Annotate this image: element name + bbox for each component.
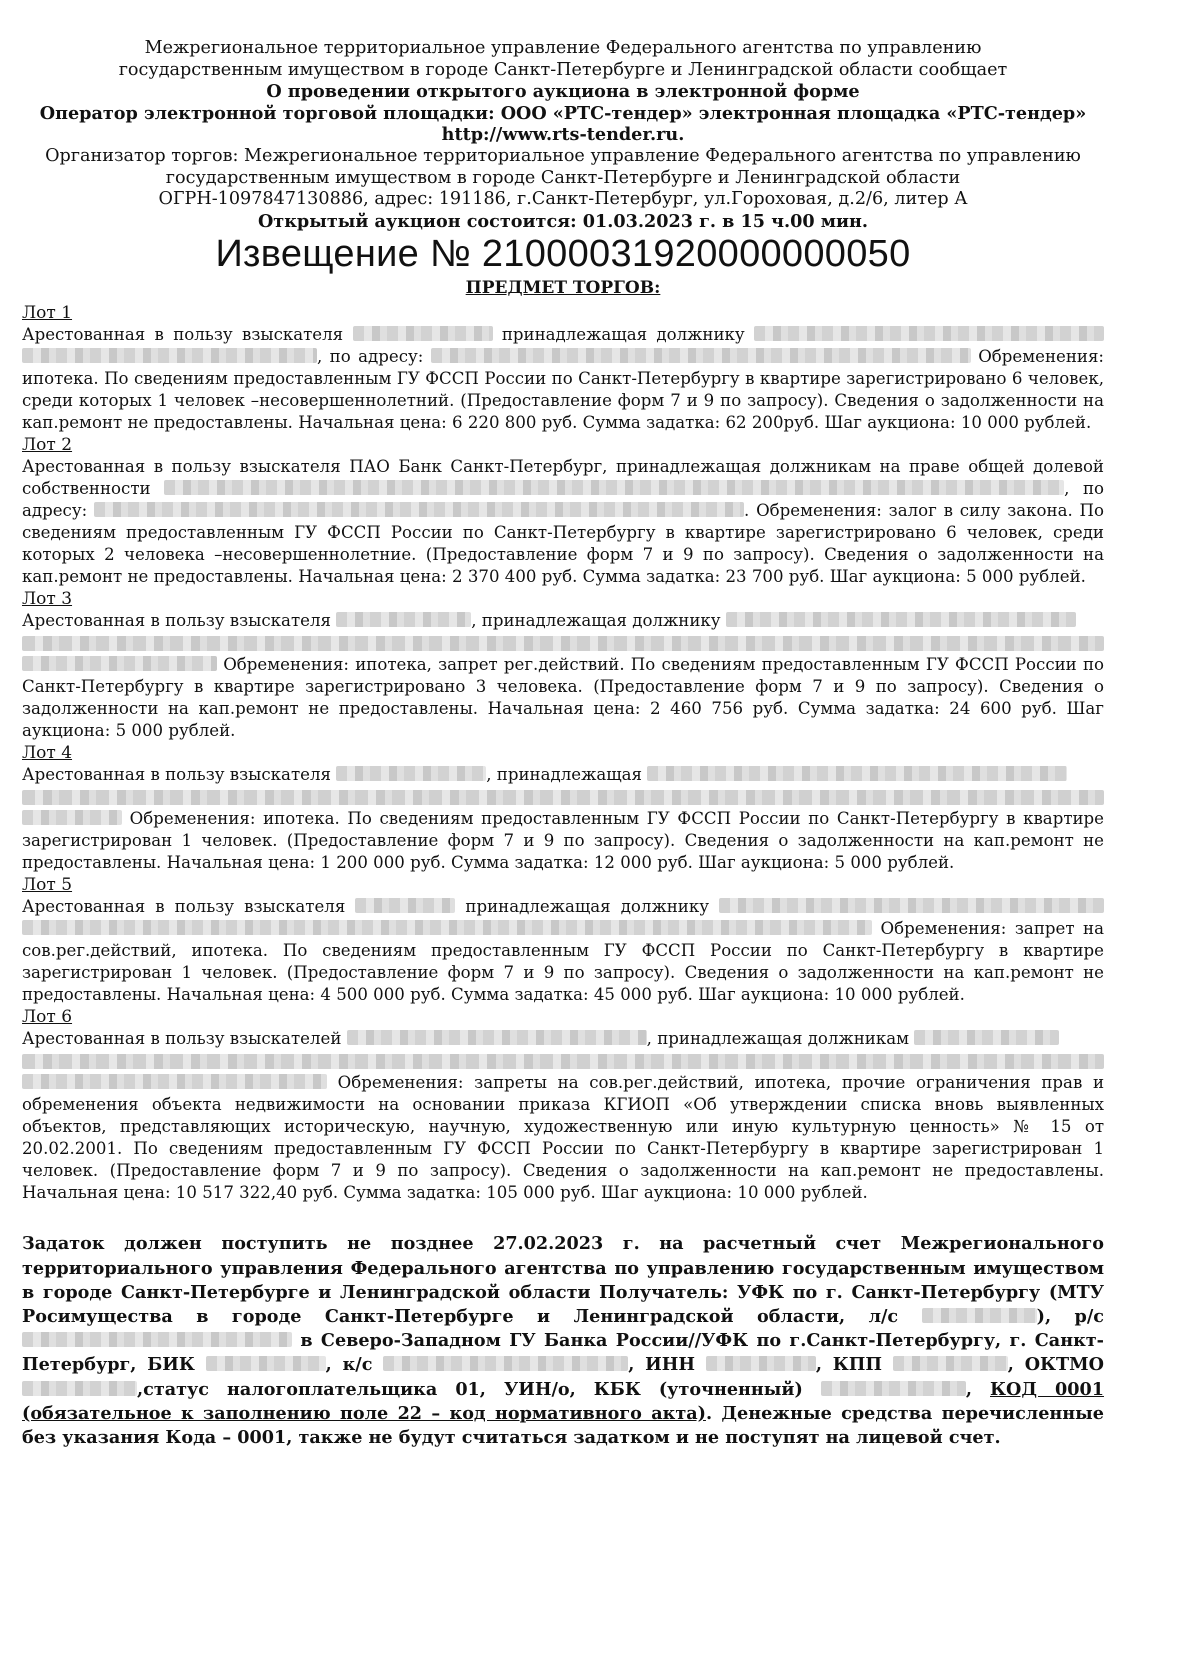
lot-4: [22, 742, 1104, 874]
lot-text: Обременения: запреты на сов.рег.действий, ипотека, прочие ограничения прав и обременения объекта недвижимости на основании приказа КГИОП «Об утверждении списка вновь выявленных объектов, представляющих историческую, научную, художественную или иную культурную ценность» № 15 от 20.02.2001. По сведениям предоставленным ГУ ФССП России по Санкт-Петербургу в квартире зарегистрирован 1 человек. (Предоставление форм 7 и 9 по запросу). Сведения о задолженности на кап.ремонт не предоставлены. Начальная цена: 10 517 322,40 руб. Сумма задатка: 105 000 руб. Шаг аукциона: 10 000 рублей.: [22, 1073, 1104, 1203]
lot-text: принадлежащая должнику: [501, 325, 745, 345]
redacted-text: [706, 1356, 816, 1371]
deposit-text: ,статус налогоплательщика 01, УИН/о, КБК (уточненный): [137, 1378, 803, 1400]
deposit-text: , КПП: [815, 1354, 882, 1376]
redacted-text: [914, 1030, 1059, 1045]
lot-1: [22, 302, 1104, 434]
deposit-text: ), р/с: [1036, 1305, 1104, 1327]
lot-text: Арестованная в пользу взыскателя: [22, 765, 331, 785]
deposit-text: , ОКТМО: [1007, 1354, 1104, 1376]
lot-description: [22, 324, 1104, 434]
deposit-text: . Денежные средства перечисленные без указания Кода – 0001, также не будут считаться задатком и не поступят на лицевой счет.: [22, 1402, 1104, 1448]
redacted-text: [22, 920, 872, 935]
header-website: http://www.rts-tender.ru.: [441, 124, 685, 146]
lot-heading: Лот 1: [22, 303, 73, 324]
lot-description: [22, 1028, 1104, 1204]
lot-text: , принадлежащая должнику: [471, 611, 721, 631]
lot-description: [22, 896, 1104, 1006]
redacted-text: [355, 898, 455, 913]
lot-6: [22, 1006, 1104, 1204]
redacted-text: [94, 502, 744, 517]
redacted-text: [719, 898, 1104, 913]
redacted-text: [22, 1074, 327, 1089]
code-0001-link[interactable]: КОД 0001 (обязательное к заполнению поле 22 – код нормативного акта): [22, 1378, 1104, 1424]
lot-text: Обременения: ипотека. По сведениям предоставленным ГУ ФССП России по Санкт-Петербургу в квартире зарегистрировано 6 человек, среди которых 1 человек –несовершеннолетний. (Предоставление форм 7 и 9 по запросу). Сведения о задолженности на кап.ремонт не предоставлены. Начальная цена: 6 220 800 руб. Сумма задатка: 62 200руб. Шаг аукциона: 10 000 рублей.: [22, 347, 1105, 433]
lot-heading: Лот 5: [22, 875, 73, 896]
redacted-line: [22, 1054, 1104, 1069]
redacted-text: [336, 612, 471, 627]
lot-text: Арестованная в пользу взыскателя ПАО Банк Санкт-Петербург, принадлежащая должникам на праве общей долевой собственности: [22, 457, 1104, 499]
redacted-text: [22, 810, 122, 825]
document-header: [22, 38, 1104, 232]
header-operator: Оператор электронной торговой площадки: ООО «РТС-тендер» электронная площадка «РТС-тендер»: [39, 102, 1087, 124]
header-auction-form: О проведении открытого аукциона в электронной форме: [266, 81, 860, 103]
redacted-text: [353, 326, 493, 341]
lot-text: Арестованная в пользу взыскателя: [22, 611, 331, 631]
lot-text: Арестованная в пользу взыскателя: [22, 897, 346, 917]
lot-text: , принадлежащая: [486, 765, 643, 785]
deposit-text: ,: [965, 1378, 972, 1400]
redacted-text: [206, 1356, 326, 1371]
redacted-line: [22, 636, 1104, 651]
redacted-text: [922, 1308, 1037, 1323]
lot-heading: Лот 6: [22, 1007, 73, 1028]
lot-text: Обременения: ипотека. По сведениям предоставленным ГУ ФССП России по Санкт-Петербургу в квартире зарегистрирован 1 человек. (Предоставление форм 7 и 9 по запросу). Сведения о задолженности на кап.ремонт не предоставлены. Начальная цена: 1 200 000 руб. Сумма задатка: 12 000 руб. Шаг аукциона: 5 000 рублей.: [22, 809, 1105, 873]
lot-text: Обременения: ипотека, запрет рег.действий. По сведениям предоставленным ГУ ФССП России по Санкт-Петербургу в квартире зарегистрировано 3 человека. (Предоставление форм 7 и 9 по запросу). Сведения о задолженности на кап.ремонт не предоставлены. Начальная цена: 2 460 756 руб. Сумма задатка: 24 600 руб. Шаг аукциона: 5 000 рублей.: [22, 655, 1104, 741]
deposit-paragraph: [22, 1232, 1104, 1450]
lot-text: . Обременения: залог в силу закона. По сведениям предоставленным ГУ ФССП России по Санкт-Петербургу в квартире зарегистрировано 6 человек, среди которых 2 человека –несовершеннолетние. (Предоставление форм 7 и 9 по запросу). Сведения о задолженности на кап.ремонт не предоставлены. Начальная цена: 2 370 400 руб. Сумма задатка: 23 700 руб. Шаг аукциона: 5 000 рублей.: [22, 501, 1104, 587]
auction-notice-document: [22, 38, 1104, 1450]
lot-text: Арестованная в пользу взыскателя: [22, 325, 344, 345]
lot-heading: Лот 2: [22, 435, 73, 456]
lot-2: [22, 434, 1104, 588]
redacted-line: [22, 790, 1104, 805]
redacted-text: [22, 1381, 137, 1396]
notice-title: Извещение № 21000031920000000050: [215, 233, 911, 276]
redacted-text: [821, 1381, 966, 1396]
redacted-text: [431, 348, 971, 363]
header-line: государственным имуществом в городе Санкт-Петербурге и Ленинградской области: [165, 167, 961, 188]
header-organizer: Организатор торгов: Межрегиональное территориальное управление Федерального агентства по управлению: [45, 145, 1081, 166]
redacted-text: [383, 1356, 628, 1371]
lot-text: Арестованная в пользу взыскателей: [22, 1029, 342, 1049]
header-auction-date: Открытый аукцион состоится: 01.03.2023 г. в 15 ч.00 мин.: [257, 210, 869, 232]
redacted-text: [754, 326, 1104, 341]
deposit-text: , ИНН: [628, 1354, 696, 1376]
lot-text: , по адресу:: [317, 347, 424, 367]
redacted-text: [647, 766, 1067, 781]
redacted-text: [22, 656, 217, 671]
lot-description: [22, 610, 1104, 742]
header-ogrn-address: ОГРН-1097847130886, адрес: 191186, г.Санкт-Петербург, ул.Гороховая, д.2/6, литер А: [158, 189, 968, 210]
lot-3: [22, 588, 1104, 742]
redacted-text: [347, 1030, 647, 1045]
header-line: государственным имуществом в городе Санкт-Петербурге и Ленинградской области сообщает: [118, 59, 1008, 80]
lot-text: , принадлежащая должникам: [646, 1029, 910, 1049]
subject-heading: ПРЕДМЕТ ТОРГОВ:: [465, 278, 661, 299]
lot-description: [22, 764, 1104, 874]
redacted-text: [336, 766, 486, 781]
deposit-text: , к/с: [325, 1354, 373, 1376]
header-line: Межрегиональное территориальное управление Федерального агентства по управлению: [144, 38, 982, 58]
redacted-text: [22, 1332, 292, 1347]
redacted-text: [726, 612, 1076, 627]
lot-description: [22, 456, 1104, 588]
deposit-text: в Северо-Западном ГУ Банка России//УФК по г.Санкт-Петербургу, г. Санкт-Петербург, БИК: [22, 1330, 1104, 1376]
redacted-text: [164, 480, 1064, 495]
lot-heading: Лот 3: [22, 589, 73, 610]
lot-text: принадлежащая должнику: [465, 897, 709, 917]
lot-text: , по адресу:: [22, 479, 1104, 521]
lot-text: Обременения: запрет на сов.рег.действий, ипотека. По сведениям предоставленным ГУ ФССП России по Санкт-Петербургу в квартире зарегистрирован 1 человек. (Предоставление форм 7 и 9 по запросу). Сведения о задолженности на кап.ремонт не предоставлены. Начальная цена: 4 500 000 руб. Сумма задатка: 45 000 руб. Шаг аукциона: 10 000 рублей.: [22, 919, 1104, 1005]
redacted-text: [22, 348, 317, 363]
lot-5: [22, 874, 1104, 1006]
redacted-text: [893, 1356, 1008, 1371]
lot-heading: Лот 4: [22, 743, 73, 764]
deposit-text: Задаток должен поступить не позднее 27.02.2023 г. на расчетный счет Межрегионального территориального управления Федерального агентства по управлению государственным имуществом в городе Санкт-Петербурге и Ленинградской области Получатель: УФК по г. Санкт-Петербургу (МТУ Росимущества в городе Санкт-Петербурге и Ленинградской области, л/с: [22, 1233, 1104, 1327]
